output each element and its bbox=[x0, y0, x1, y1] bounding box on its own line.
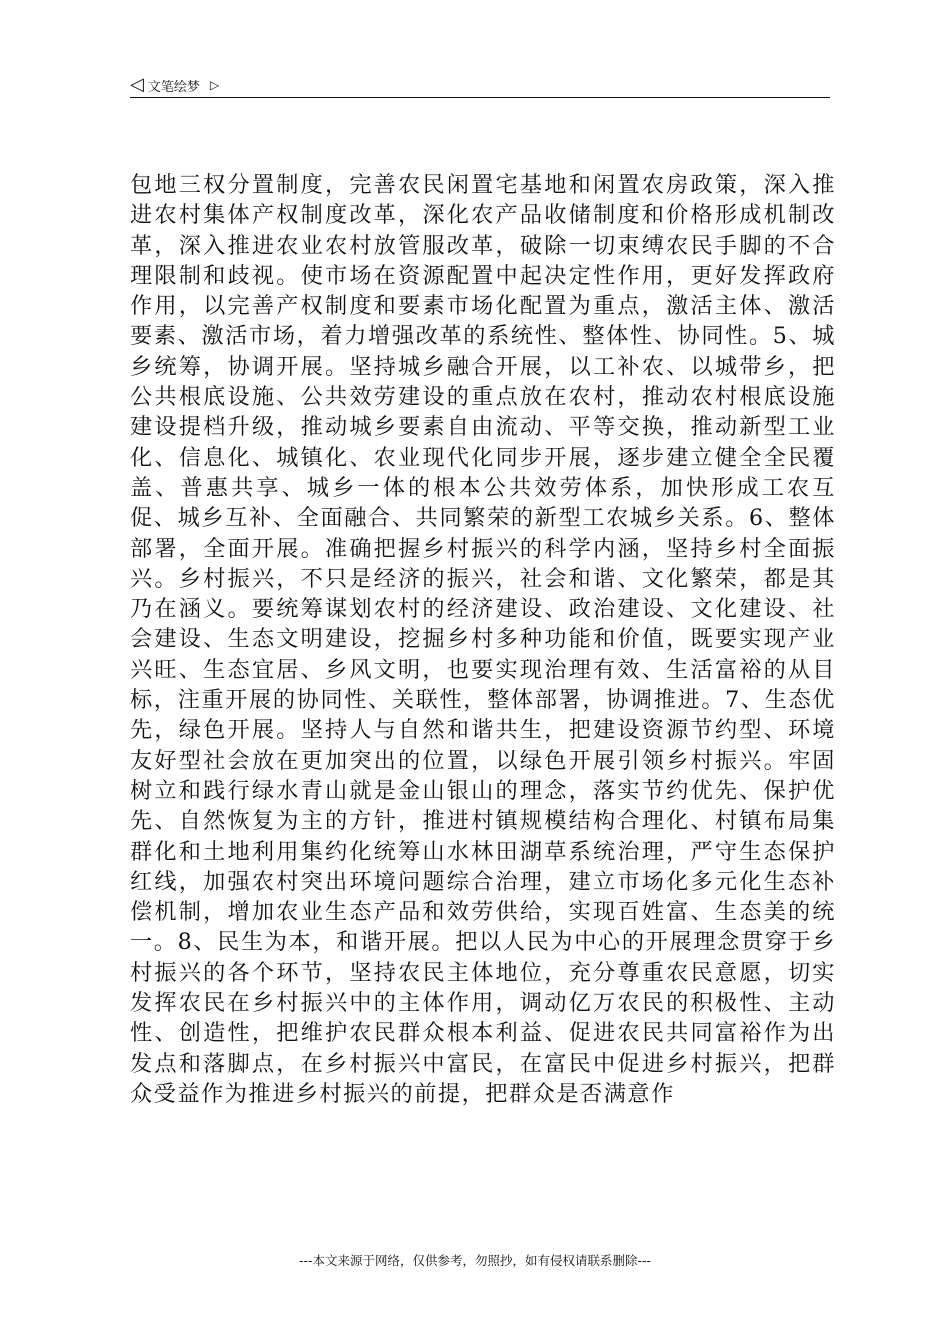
header-divider bbox=[130, 97, 830, 98]
footer-notice: ---本文来源于网络，仅供参考，勿照抄，如有侵权请联系删除--- bbox=[298, 1253, 652, 1268]
body-paragraph: 包地三权分置制度，完善农民闲置宅基地和闲置农房政策，深入推进农村集体产权制度改革，深化农产品收储制度和价格形成机制改革，深入推进农业农村放管服改革，破除一切束缚农民手脚的不合理限制和歧视。使市场在资源配置中起决定性作用，更好发挥政府作用，以完善产权制度和要素市场化配置为重点，激活主体、激活要素、激活市场，着力增强改革的系统性、整体性、协同性。5、城乡统筹，协调开展。坚持城乡融合开展，以工补农、以城带乡，把公共根底设施、公共效劳建设的重点放在农村，推动农村根底设施建设提档升级，推动城乡要素自由流动、平等交换，推动新型工业化、信息化、城镇化、农业现代化同步开展，逐步建立健全全民覆盖、普惠共享、城乡一体的根本公共效劳体系，加快形成工农互促、城乡互补、全面融合、共同繁荣的新型工农城乡关系。6、整体部署，全面开展。准确把握乡村振兴的科学内涵，坚持乡村全面振兴。乡村振兴，不只是经济的振兴，社会和谐、文化繁荣，都是其乃在涵义。要统筹谋划农村的经济建设、政治建设、文化建设、社会建设、生态文明建设，挖掘乡村多种功能和价值，既要实现产业兴旺、生态宜居、乡风文明，也要实现治理有效、生活富裕的从目标，注重开展的协同性、关联性，整体部署，协调推进。7、生态优先，绿色开展。坚持人与自然和谐共生，把建设资源节约型、环境友好型社会放在更加突出的位置，以绿色开展引领乡村振兴。牢固树立和践行绿水青山就是金山银山的理念，落实节约优先、保护优先、自然恢复为主的方针，推进村镇规模结构合理化、村镇布局集群化和土地利用集约化统筹山水林田湖草系统治理，严守生态保护红线，加强农村突出环境问题综合治理，建立市场化多元化生态补偿机制，增加农业生态产品和效劳供给，实现百姓富、生态美的统一。8、民生为本，和谐开展。把以人民为中心的开展理念贯穿于乡村振兴的各个环节，坚持农民主体地位，充分尊重农民意愿，切实发挥农民在乡村振兴中的主体作用，调动亿万农民的积极性、主动性、创造性，把维护农民群众根本利益、促进农民共同富裕作为出发点和落脚点，在乡村振兴中富民，在富民中促进乡村振兴，把群众受益作为推进乡村振兴的前提，把群众是否满意作 bbox=[130, 172, 836, 1107]
triangle-left-icon: ◁ bbox=[130, 74, 144, 95]
document-header bbox=[130, 72, 830, 98]
triangle-right-icon: ▷ bbox=[209, 78, 220, 92]
header-title: 文笔绘梦 bbox=[147, 79, 200, 95]
